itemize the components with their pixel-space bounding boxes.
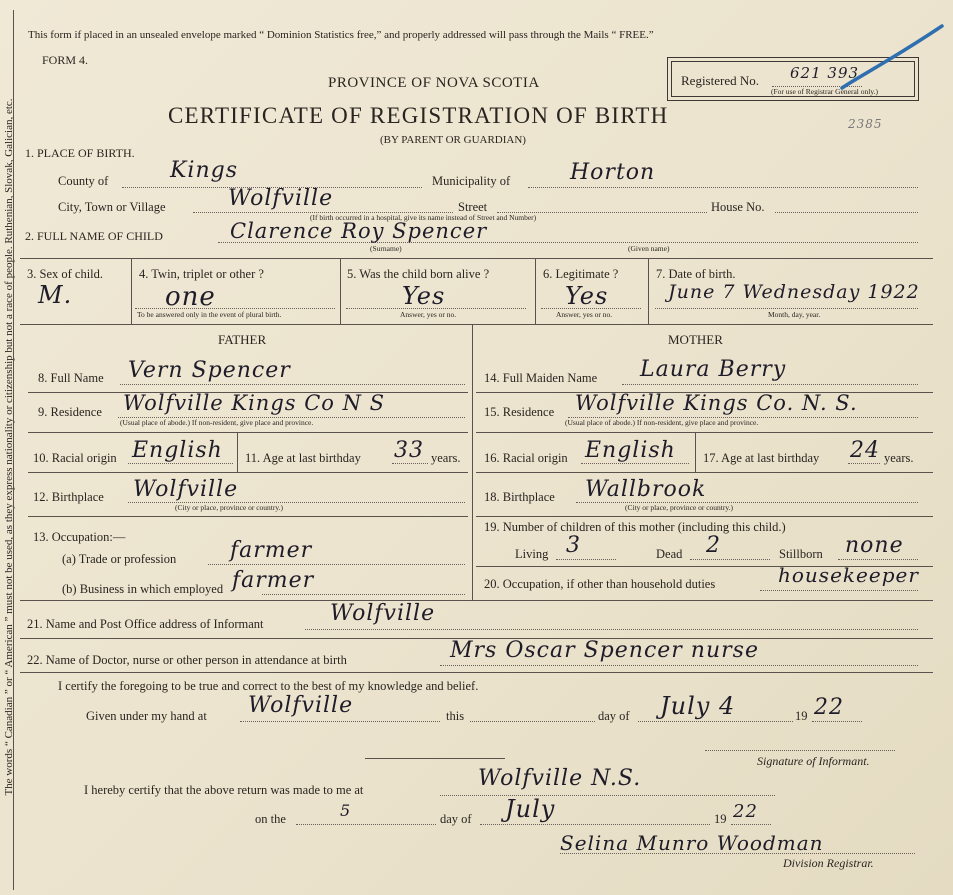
legitimate-label: 6. Legitimate ? bbox=[543, 267, 619, 281]
mother-age-value: 24 bbox=[850, 438, 880, 463]
dob-value: June 7 Wednesday 1922 bbox=[668, 281, 920, 303]
living-value: 3 bbox=[566, 533, 581, 558]
signature-informant-label: Signature of Informant. bbox=[757, 754, 870, 768]
mother-occupation-label: 20. Occupation, if other than household duties bbox=[484, 577, 716, 591]
registrar-signature: Selina Munro Woodman bbox=[560, 831, 824, 855]
place-of-birth-heading: 1. PLACE OF BIRTH. bbox=[25, 146, 135, 160]
father-name-value: Vern Spencer bbox=[128, 358, 291, 383]
year-prefix: 19 bbox=[795, 709, 808, 723]
registrar-text: I hereby certify that the above return was made to me at bbox=[84, 783, 364, 797]
father-business-value: farmer bbox=[232, 568, 315, 593]
father-trade-label: (a) Trade or profession bbox=[62, 552, 177, 566]
day-of-label: day of bbox=[598, 709, 630, 723]
registrar-day-of-label: day of bbox=[440, 812, 472, 826]
registrar-year-prefix: 19 bbox=[714, 812, 727, 826]
alive-label: 5. Was the child born alive ? bbox=[347, 267, 490, 281]
mother-name-value: Laura Berry bbox=[640, 357, 787, 382]
legitimate-value: Yes bbox=[565, 282, 609, 310]
postal-note: This form if placed in an unsealed envelope marked “ Dominion Statistics free,” and properly addressed will pass through the Mails “ FREE.” bbox=[28, 29, 654, 41]
dob-note: Month, day, year. bbox=[768, 310, 821, 319]
mother-residence-note: (Usual place of abode.) If non-resident, give place and province. bbox=[565, 418, 759, 427]
stillborn-label: Stillborn bbox=[779, 547, 823, 561]
city-label: City, Town or Village bbox=[58, 200, 166, 214]
mother-age-label: 17. Age at last birthday bbox=[703, 451, 820, 465]
father-birthplace-value: Wolfville bbox=[133, 477, 239, 502]
registered-label: Registered No. bbox=[681, 73, 759, 88]
province-heading: PROVINCE OF NOVA SCOTIA bbox=[328, 75, 540, 91]
father-race-value: English bbox=[132, 438, 223, 463]
mother-birthplace-note: (City or place, province or country.) bbox=[625, 503, 734, 512]
municipality-value: Horton bbox=[570, 160, 656, 185]
registrar-note: (For use of Registrar General only.) bbox=[771, 87, 878, 96]
father-business-label: (b) Business in which employed bbox=[62, 582, 224, 596]
legitimate-note: Answer, yes or no. bbox=[556, 310, 613, 319]
certify-text: I certify the foregoing to be true and correct to the best of my knowledge and belief. bbox=[58, 679, 479, 693]
margin-rule bbox=[13, 10, 14, 890]
given-year-value: 22 bbox=[814, 695, 844, 720]
sex-label: 3. Sex of child. bbox=[27, 267, 104, 281]
form-number: FORM 4. bbox=[42, 53, 89, 67]
county-label: County of bbox=[58, 174, 109, 188]
this-label: this bbox=[446, 709, 465, 723]
mother-years: years. bbox=[884, 451, 914, 465]
given-place-value: Wolfville bbox=[248, 693, 354, 718]
blue-check-mark bbox=[838, 22, 948, 92]
dead-value: 2 bbox=[706, 533, 721, 558]
mother-heading: MOTHER bbox=[668, 332, 723, 347]
informant-value: Wolfville bbox=[330, 601, 436, 626]
stamp-number: 2385 bbox=[848, 117, 883, 131]
father-name-label: 8. Full Name bbox=[38, 371, 104, 385]
father-race-label: 10. Racial origin bbox=[33, 451, 117, 465]
living-label: Living bbox=[515, 547, 549, 561]
given-name-note: (Given name) bbox=[628, 244, 670, 253]
mother-residence-label: 15. Residence bbox=[484, 405, 555, 419]
father-years: years. bbox=[431, 451, 461, 465]
mother-children-label: 19. Number of children of this mother (including this child.) bbox=[484, 520, 786, 534]
sex-value: M. bbox=[38, 281, 73, 309]
division-registrar-label: Division Registrar. bbox=[783, 856, 874, 870]
city-value: Wolfville bbox=[228, 186, 334, 211]
given-label: Given under my hand at bbox=[86, 709, 207, 723]
certificate-subtitle: (BY PARENT OR GUARDIAN) bbox=[380, 134, 526, 146]
twin-value: one bbox=[165, 282, 216, 312]
registrar-year-value: 22 bbox=[733, 801, 758, 822]
father-birthplace-label: 12. Birthplace bbox=[33, 490, 104, 504]
on-the-label: on the bbox=[255, 812, 286, 826]
father-age-value: 33 bbox=[394, 438, 424, 463]
registrar-month-value: July bbox=[505, 795, 556, 823]
mother-name-label: 14. Full Maiden Name bbox=[484, 371, 598, 385]
mother-race-label: 16. Racial origin bbox=[484, 451, 568, 465]
house-label: House No. bbox=[711, 200, 765, 214]
father-residence-note: (Usual place of abode.) If non-resident, give place and province. bbox=[120, 418, 314, 427]
registered-number: 621 393 bbox=[790, 64, 860, 82]
alive-note: Answer, yes or no. bbox=[400, 310, 457, 319]
surname-note: (Surname) bbox=[370, 244, 402, 253]
mother-residence-value: Wolfville Kings Co. N. S. bbox=[575, 391, 858, 415]
dead-label: Dead bbox=[656, 547, 683, 561]
father-residence-value: Wolfville Kings Co N S bbox=[123, 391, 386, 415]
father-heading: FATHER bbox=[218, 332, 267, 347]
father-residence-label: 9. Residence bbox=[38, 405, 102, 419]
twin-note: To be answered only in the event of plural birth. bbox=[137, 310, 282, 319]
alive-value: Yes bbox=[402, 282, 446, 310]
mother-race-value: English bbox=[585, 438, 676, 463]
stillborn-value: none bbox=[845, 533, 904, 558]
mother-occupation-value: housekeeper bbox=[778, 563, 919, 587]
given-date-value: July 4 bbox=[660, 692, 736, 720]
father-occupation-label: 13. Occupation:— bbox=[33, 530, 126, 544]
child-name-label: 2. FULL NAME OF CHILD bbox=[25, 229, 163, 243]
twin-label: 4. Twin, triplet or other ? bbox=[139, 267, 264, 281]
street-label: Street bbox=[458, 200, 488, 214]
county-value: Kings bbox=[170, 158, 239, 183]
registrar-place-value: Wolfville N.S. bbox=[478, 766, 642, 791]
father-age-label: 11. Age at last birthday bbox=[245, 451, 361, 465]
informant-label: 21. Name and Post Office address of Informant bbox=[27, 617, 264, 631]
doctor-value: Mrs Oscar Spencer nurse bbox=[450, 638, 759, 663]
dob-label: 7. Date of birth. bbox=[656, 267, 736, 281]
doctor-label: 22. Name of Doctor, nurse or other person in attendance at birth bbox=[27, 653, 347, 667]
child-name-value: Clarence Roy Spencer bbox=[230, 219, 488, 243]
father-trade-value: farmer bbox=[230, 538, 313, 563]
hospital-note: (If birth occurred in a hospital, give its name instead of Street and Number) bbox=[310, 213, 537, 222]
municipality-label: Municipality of bbox=[432, 174, 511, 188]
margin-note: The words “ Canadian ” or “ American ” must not be used, as they express nationality or citizenship but not a race of people. Ruthenian, Slovak, Galician, etc. bbox=[3, 98, 15, 796]
mother-birthplace-label: 18. Birthplace bbox=[484, 490, 555, 504]
registrar-day-value: 5 bbox=[340, 801, 352, 820]
father-birthplace-note: (City or place, province or country.) bbox=[175, 503, 284, 512]
mother-birthplace-value: Wallbrook bbox=[585, 477, 707, 502]
certificate-title: CERTIFICATE OF REGISTRATION OF BIRTH bbox=[168, 103, 669, 128]
